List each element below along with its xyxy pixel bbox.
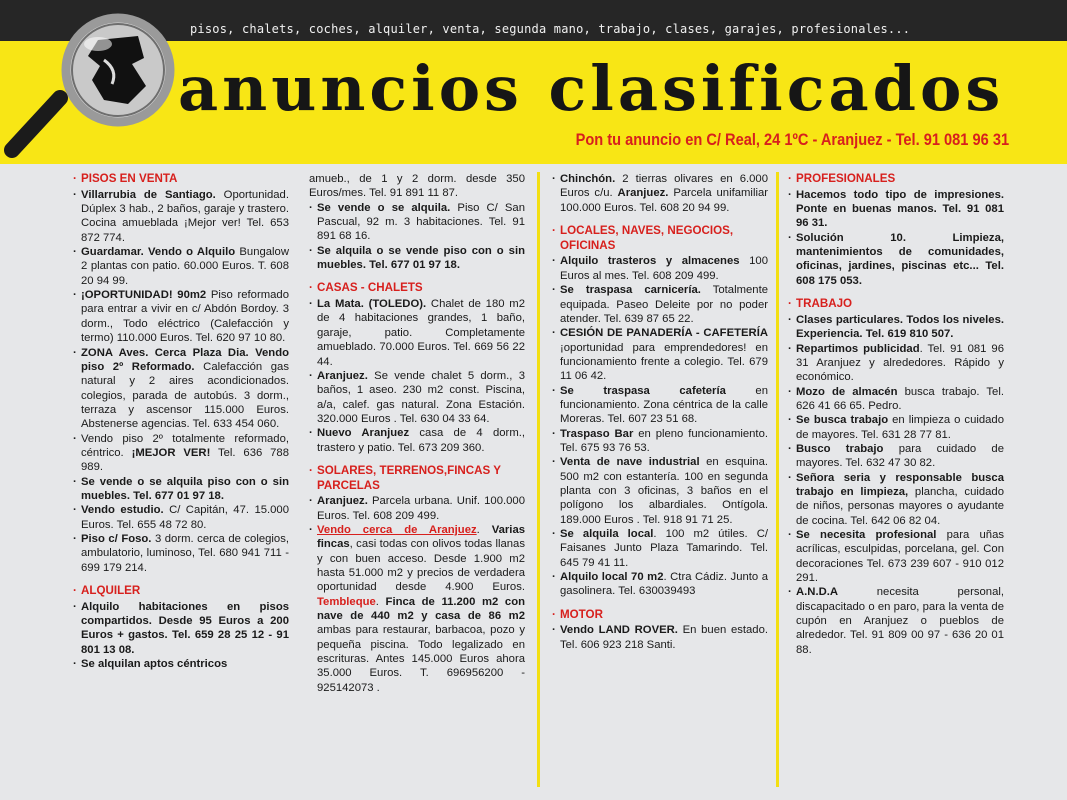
- ad-text-run: Alquilo habitaciones en pisos compartidos. Desde 95 Euros a 200 Euros + gastos. Tel. 659 28 25 12 - 91 801 13 08.: [81, 600, 289, 656]
- ad-text-run: Vendo piso 2º totalmente reformado, céntrico.: [81, 432, 289, 459]
- ad-text-run: en funcionamiento. Zona céntrica de la calle Moreras. Tel. 607 23 51 68.: [560, 384, 768, 426]
- ad-item: [552, 254, 768, 283]
- ad-text-run: Hacemos todo tipo de impresiones. Ponte en buenas manos. Tel. 91 081 96 31.: [796, 188, 1004, 230]
- ad-item: [309, 297, 525, 369]
- ad-text-run: Se traspasa carnicería.: [560, 284, 701, 297]
- ad-text-run: . Tel. 91 081 96 31 Aranjuez y alrededores. Rápido y económico.: [796, 342, 1004, 384]
- ad-text-run: amueb., de 1 y 2 dorm. desde 350 Euros/mes. Tel. 91 891 11 87.: [309, 173, 525, 200]
- ad-item: [73, 245, 289, 288]
- ad-text-run: Señora seria y responsable busca trabajo en limpieza,: [796, 471, 1004, 498]
- ad-item: [788, 442, 1004, 471]
- ad-text-run: Se alquila o se vende piso con o sin muebles. Tel. 677 01 97 18.: [317, 244, 525, 272]
- ad-item: [73, 475, 289, 504]
- ad-text-run: Repartimos publicidad: [796, 342, 920, 355]
- ad-item: [552, 172, 768, 215]
- ad-text-run: Alquilo trasteros y almacenes: [560, 255, 740, 268]
- ad-item: [552, 427, 768, 456]
- ad-text-run: Oportunidad. Dúplex 3 hab., 2 baños, garaje y trastero. Cocina amueblada ¡Mejor ver! Tel. 653 872 774.: [81, 188, 289, 244]
- section-heading: · TRABAJO: [788, 297, 1004, 312]
- ad-text-run: Nuevo Aranjuez: [317, 427, 410, 440]
- ad-text-run: Solución 10. Limpieza, mantenimientos de comunidades, oficinas, jardines, piscinas etc... Tel. 608 175 053.: [796, 231, 1004, 287]
- ad-item: [73, 346, 289, 432]
- ad-item: [309, 426, 525, 455]
- ad-section: [309, 464, 525, 695]
- ad-text-run: en limpieza o cuidado de mayores. Tel. 631 28 77 81.: [796, 414, 1004, 441]
- column-3: [552, 172, 768, 661]
- ad-item: [73, 657, 289, 671]
- ad-text-run: La Mata. (TOLEDO).: [317, 298, 427, 311]
- ad-item: [788, 471, 1004, 528]
- page-title: anuncios clasificados: [178, 52, 1005, 125]
- ad-item: [309, 201, 525, 244]
- ad-text-run: Se vende chalet 5 dorm., 3 baños, 1 aseo. 230 m2 const. Piscina, a/a, calef. gas natural. Zona Estación. 320.000 Euros . Tel. 630 04 33 64.: [317, 369, 525, 425]
- ad-text-run: ¡oportunidad para emprendedores! en funcionamiento frente a colegio. Tel. 679 11 06 42.: [560, 341, 768, 383]
- ad-text-run: Aranjuez.: [317, 369, 368, 382]
- magnifier-icon: [0, 0, 260, 180]
- ad-text-run: Bungalow 2 plantas con patio. 60.000 Euros. T. 608 20 94 99.: [81, 246, 289, 287]
- ad-item: [73, 288, 289, 345]
- ad-text-run: ¡OPORTUNIDAD! 90m2: [81, 289, 207, 302]
- ad-section: [309, 281, 525, 455]
- ad-text-run: Guardamar. Vendo o Alquilo: [81, 246, 236, 259]
- ad-text-run: plancha, cuidado de niños, personas mayores o ayudante de cocina. Tel. 642 06 82 04.: [796, 485, 1004, 527]
- ad-section: [788, 172, 1004, 288]
- ad-text-run: Aranjuez.: [317, 495, 368, 508]
- ad-text-run: para uñas acrílicas, esculpidas, porcelana, gel. Con decoraciones Tel. 673 239 607 - 910 012 291.: [796, 529, 1004, 585]
- section-heading: · ALQUILER: [73, 584, 289, 599]
- ad-item: [788, 231, 1004, 288]
- ad-text-run: Se busca trabajo: [796, 414, 889, 427]
- ad-section: [73, 584, 289, 671]
- ad-item: [309, 244, 525, 273]
- ad-text-run: necesita personal, discapacitado o en paro, para la venta de cupón en Aranjuez o pueblos de alrededor. Tel. 91 809 00 97 - 636 20 01 88.: [796, 586, 1004, 656]
- ad-section: [552, 608, 768, 652]
- ad-text-run: C/ Capitán, 47. 15.000 Euros. Tel. 655 48 72 80.: [81, 504, 290, 531]
- ad-text-run: . 100 m2 útiles. C/ Faisanes Junto Plaza Tamarindo. Tel. 645 79 41 11.: [560, 528, 769, 569]
- column-2: [309, 172, 525, 704]
- ad-item: [788, 528, 1004, 585]
- ad-item: [552, 527, 768, 570]
- ad-item: [552, 623, 768, 652]
- ad-item: [73, 432, 289, 475]
- ad-continuation: [309, 172, 525, 201]
- ad-item: [73, 503, 289, 532]
- ad-item: [788, 313, 1004, 342]
- ad-text-run: Se alquilan aptos céntricos: [81, 658, 228, 671]
- ad-text-run: Tel. 636 788 989.: [81, 446, 289, 474]
- ad-text-run: . Ctra Cádiz. Junto a gasolinera. Tel. 630039493: [560, 571, 768, 598]
- ad-text-run: Tembleque: [317, 595, 376, 608]
- ad-section: [552, 172, 768, 215]
- ad-item: [788, 385, 1004, 414]
- ad-item: [788, 585, 1004, 657]
- ad-text-run: en pleno funcionamiento. Tel. 675 93 76 53.: [560, 427, 768, 454]
- column-divider: [537, 172, 540, 787]
- ad-text-run: Busco trabajo: [796, 442, 884, 455]
- ad-text-run: Mozo de almacén: [796, 385, 898, 398]
- ad-text-run: , casi todas con olivos todas llanas y con buen acceso. Desde 1.900 m2 hasta 51.000 m2 y precios de verdadera oportunidad desde 4.900 Euros.: [317, 538, 525, 594]
- ad-text-run: Se alquila local: [560, 528, 654, 540]
- ad-text-run: .: [375, 595, 386, 608]
- section-heading: · PROFESIONALES: [788, 172, 1004, 187]
- ad-item: [309, 523, 525, 695]
- ad-text-run: Clases particulares. Todos los niveles. Experiencia. Tel. 619 810 507.: [796, 313, 1004, 341]
- ad-item: [73, 600, 289, 657]
- ad-text-run: Venta de nave industrial: [560, 456, 700, 469]
- ad-item: [73, 188, 289, 245]
- ad-text-run: Se vende o se alquila piso con o sin muebles. Tel. 677 01 97 18.: [81, 475, 289, 502]
- ad-text-run: busca trabajo. Tel. 626 41 66 65. Pedro.: [796, 385, 1004, 412]
- ad-text-run: Se vende o se alquila.: [317, 201, 451, 214]
- ad-item: [788, 188, 1004, 231]
- ad-text-run: Finca de 11.200 m2 con nave de 440 m2 y casa de 86 m2: [317, 595, 525, 623]
- ad-section: [788, 297, 1004, 657]
- ad-item: [788, 413, 1004, 442]
- ad-item: [552, 455, 768, 527]
- ad-text-run: en esquina. 500 m2 con estantería. 100 en segunda planta con 3 oficinas, 3 baños en el polígono los albardiales. Ontígola. 189.000 Euros . Tel. 918 91 71 25.: [560, 456, 768, 526]
- column-4: [788, 172, 1004, 666]
- ad-text-run: 3 dorm. cerca de colegios, ambulatorio, luminoso, Tel. 680 941 711 - 699 179 214.: [81, 532, 289, 574]
- ad-text-run: Totalmente equipada. Paseo Deleite por no poder atender. Tel. 639 87 65 22.: [560, 284, 769, 325]
- ad-section: [73, 172, 289, 575]
- ad-text-run: 100 Euros al mes. Tel. 608 209 499.: [560, 255, 768, 282]
- ad-text-run: Se traspasa cafetería: [560, 384, 726, 397]
- ad-text-run: Piso c/ Foso.: [81, 532, 152, 545]
- ad-item: [788, 342, 1004, 385]
- column-1: [73, 172, 289, 680]
- ad-text-run: para cuidado de mayores. Tel. 632 47 30 82.: [796, 442, 1004, 470]
- ad-section: [309, 201, 525, 273]
- ad-text-run: Villarrubia de Santiago.: [81, 188, 216, 201]
- ad-text-run: Calefacción gas natural y 2 aires acondicionados. colegios, parada de autobús. 3 dorm., terraza y ascensor 115.000 Euros. Abstenerse agencias. Tel. 633 454 060.: [81, 360, 289, 431]
- ad-text-run: Varias fincas: [317, 524, 526, 551]
- section-heading: · LOCALES, NAVES, NEGOCIOS, OFICINAS: [552, 224, 768, 253]
- ad-text-run: Parcela unifamiliar 100.000 Euros. Tel. 608 20 94 99.: [560, 187, 769, 214]
- ad-item: [552, 326, 768, 383]
- ad-item: [309, 494, 525, 523]
- ad-text-run: ZONA Aves. Cerca Plaza Dia. Vendo piso 2º Reformado.: [81, 346, 289, 373]
- ad-text-run: Alquilo local 70 m2: [560, 571, 664, 584]
- ad-text-run: Chinchón.: [560, 173, 616, 185]
- ad-text-run: Aranjuez.: [617, 187, 669, 200]
- ad-text-run: Piso reformado para entrar a vivir en c/ Abdón Bordoy. 3 dorm., Todo eléctrico (Calefacción y termo) 110.000 Euros. Tel. 620 97 10 80.: [81, 289, 289, 345]
- ad-section: [552, 224, 768, 599]
- ad-item: [309, 369, 525, 426]
- section-heading: · MOTOR: [552, 608, 768, 623]
- ad-text-run: Piso C/ San Pascual, 92 m. 3 habitaciones. Tel. 91 891 68 16.: [317, 201, 525, 243]
- section-heading: · PISOS EN VENTA: [73, 172, 289, 187]
- ad-text-run: ¡MEJOR VER!: [131, 446, 211, 459]
- ad-text-run: A.N.D.A: [796, 586, 839, 599]
- ad-text-run: ambas para restaurar, barbacoa, pozo y pequeña piscina. Todo legalizado en escrituras. Antes 145.000 Euros ahora 35.000 Euros. T. 696956200 - 925142073 .: [317, 624, 525, 694]
- section-heading: · SOLARES, TERRENOS,FINCAS Y PARCELAS: [309, 464, 525, 493]
- column-divider: [776, 172, 779, 787]
- ad-item: [552, 570, 768, 599]
- ad-text-run: Se necesita profesional: [796, 529, 937, 541]
- ad-text-run: Traspaso Bar: [560, 427, 634, 440]
- ad-item: [73, 532, 289, 575]
- ad-text-run: casa de 4 dorm., trastero y patio. Tel. 673 209 360.: [317, 427, 526, 454]
- ad-text-run: En buen estado. Tel. 606 923 218 Santi.: [560, 624, 768, 651]
- ad-text-run: Vendo estudio.: [81, 504, 164, 517]
- ad-item: [552, 384, 768, 427]
- tagline: pisos, chalets, coches, alquiler, venta, segunda mano, trabajo, clases, garajes, profesionales...: [190, 22, 911, 36]
- ad-item: [552, 283, 768, 326]
- section-heading: · CASAS - CHALETS: [309, 281, 525, 296]
- ad-text-run: Vendo cerca de Aranjuez: [317, 524, 477, 537]
- ad-text-run: Vendo LAND ROVER.: [560, 624, 678, 637]
- ad-text-run: CESIÓN DE PANADERÍA - CAFETERÍA: [560, 327, 768, 340]
- ad-text-run: Parcela urbana. Unif. 100.000 Euros. Tel. 608 209 499.: [317, 495, 525, 522]
- contact-address: Pon tu anuncio en C/ Real, 24 1ºC - Aranjuez - Tel. 91 081 96 31: [575, 130, 1009, 149]
- ad-text-run: .: [476, 524, 492, 537]
- ad-text-run: 2 tierras olivares en 6.000 Euros c/u.: [560, 173, 768, 200]
- ad-text-run: Chalet de 180 m2 de 4 habitaciones grandes, 1 baño, garaje, patio. Completamente amueblado. 70.000 Euros. Tel. 669 56 22 44.: [317, 298, 525, 368]
